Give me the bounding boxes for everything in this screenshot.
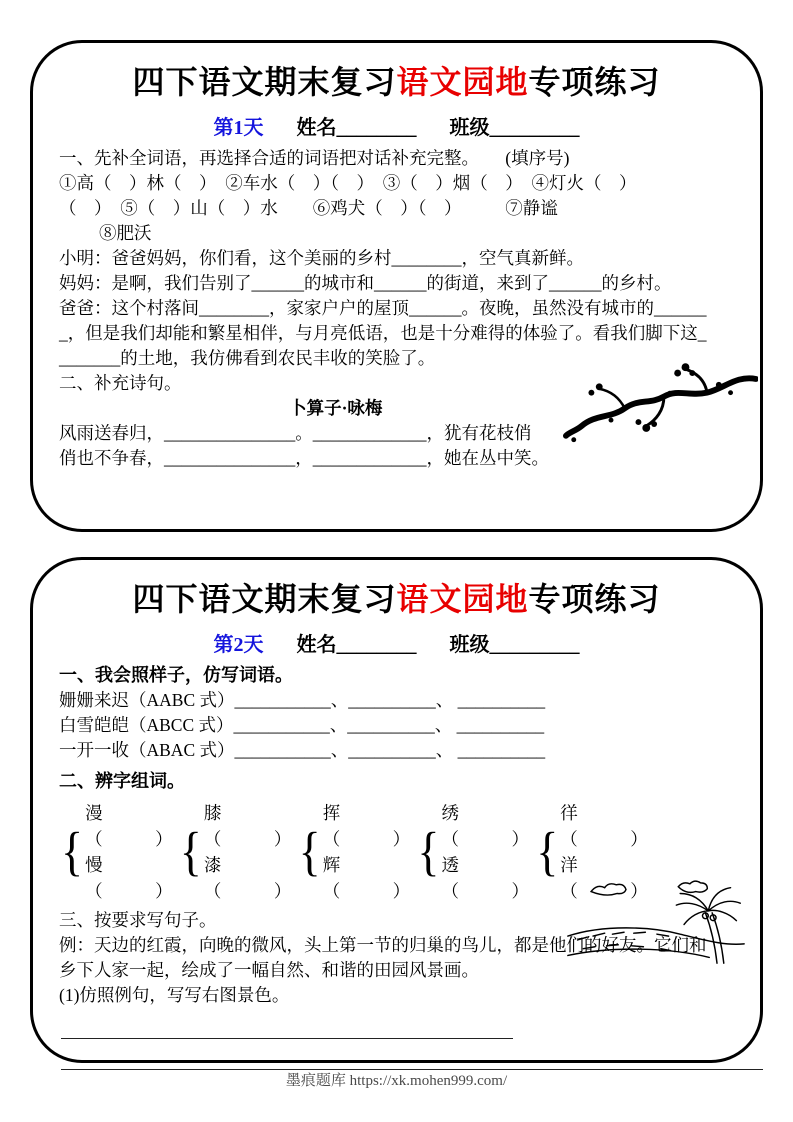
brace-icon: { [61, 821, 84, 882]
poem-line: 风雨送春归，_______________。_____________，犹有花枝俏 [59, 423, 532, 443]
bianzi-group [299, 800, 418, 904]
dialog-line: 小明：爸爸妈妈，你们看，这个美丽的乡村________，空气真新鲜。 [59, 248, 584, 268]
title-highlight: 语文园地 [396, 64, 529, 100]
bianzi-bottom: 漆（ ） [203, 855, 292, 901]
plum-blossom-illustration [562, 349, 758, 453]
answer-line [61, 1038, 513, 1039]
poem-line: 俏也不争春，_______________，_____________，她在丛中笑。 [59, 448, 549, 468]
bianzi-group [61, 800, 180, 904]
day1-card [30, 40, 763, 532]
section3-heading: 三、按要求写句子。 [59, 910, 217, 930]
brace-icon: { [536, 821, 559, 882]
day2-card [30, 557, 763, 1063]
dialog-line: 妈妈：是啊，我们告别了______的城市和______的街道，来到了______的乡村。 [59, 273, 672, 293]
site-footer: 墨痕题库 https://xk.mohen999.com/ [285, 1073, 508, 1089]
header-line [47, 628, 746, 657]
imitate-line: 一开一收（ABAC 式）___________、__________、 __________ [59, 740, 546, 760]
bianzi-top: 挥（ ） [322, 803, 411, 849]
bianzi-top: 绣（ ） [441, 803, 529, 849]
bianzi-bottom: 慢（ ） [85, 855, 173, 901]
example-line: 乡下人家一起，绘成了一幅自然、和谐的田园风景画。 [59, 960, 479, 980]
brace-icon: { [298, 821, 321, 882]
imitate-line: 姗姗来迟（AABC 式）___________、__________、 __________ [59, 690, 546, 710]
dialog-line: _______的土地，我仿佛看到农民丰收的笑脸了。 [59, 348, 436, 368]
worksheet-title [47, 574, 746, 620]
beach-scene-illustration [562, 878, 750, 970]
bianzi-top: 膝（ ） [203, 803, 292, 849]
brace-icon: { [417, 821, 440, 882]
bianzi-bottom: 辉（ ） [322, 855, 411, 901]
example-line: 例：天边的红霞，向晚的微风，头上第一节的归巢的鸟儿，都是他们的好友。它们和 [59, 935, 707, 955]
name-field: 姓名________ [296, 634, 417, 656]
title-post: 专项练习 [528, 581, 661, 617]
dialog-line: 爸爸：这个村落间________，家家户户的屋顶______。夜晚，虽然没有城市的______ [59, 298, 707, 318]
word-bank-line: （ ） ⑤（ ）山（ ）水 ⑥鸡犬（ ）（ ） ⑦静谧 [59, 198, 558, 218]
bianzi-group [417, 800, 536, 904]
day-label: 第1天 [213, 117, 264, 139]
name-field: 姓名________ [296, 117, 417, 139]
title-post: 专项练习 [528, 64, 661, 100]
dialog-line: _，但是我们却能和繁星相伴，与月亮低语，也是十分难得的体验了。看我们脚下这_ [59, 323, 707, 343]
section2-heading: 二、辨字组词。 [59, 771, 185, 791]
bianzi-bottom: 洋（ ） [560, 855, 648, 901]
section1-heading: 一、先补全词语，再选择合适的词语把对话补充完整。 (填序号) [59, 148, 570, 168]
imitate-line: 白雪皑皑（ABCC 式）___________、__________、 __________ [59, 715, 545, 735]
title-highlight: 语文园地 [396, 581, 529, 617]
bianzi-top: 漫（ ） [85, 803, 173, 849]
title-pre: 四下语文期末复习 [132, 581, 397, 617]
question-line: (1)仿照例句，写写右图景色。 [59, 985, 290, 1005]
bianzi-group [180, 800, 299, 904]
header-line [47, 111, 746, 140]
word-bank-line: ①高（ ）林（ ） ②车水（ ）（ ） ③（ ）烟（ ） ④灯火（ ） [59, 173, 637, 193]
bianzi-top: 徉（ ） [560, 803, 648, 849]
bianzi-bottom: 透（ ） [441, 855, 529, 901]
poem-title: 卜算子·咏梅 [289, 398, 383, 418]
class-field: 班级_________ [449, 117, 580, 139]
class-field: 班级_________ [449, 634, 580, 656]
title-pre: 四下语文期末复习 [132, 64, 397, 100]
worksheet-title [47, 57, 746, 103]
section2-heading: 二、补充诗句。 [59, 373, 182, 393]
brace-icon: { [179, 821, 202, 882]
word-bank-line: ⑧肥沃 [99, 223, 152, 243]
section1-heading: 一、我会照样子，仿写词语。 [59, 665, 293, 685]
day-label: 第2天 [213, 634, 264, 656]
day2-body [47, 663, 746, 1070]
